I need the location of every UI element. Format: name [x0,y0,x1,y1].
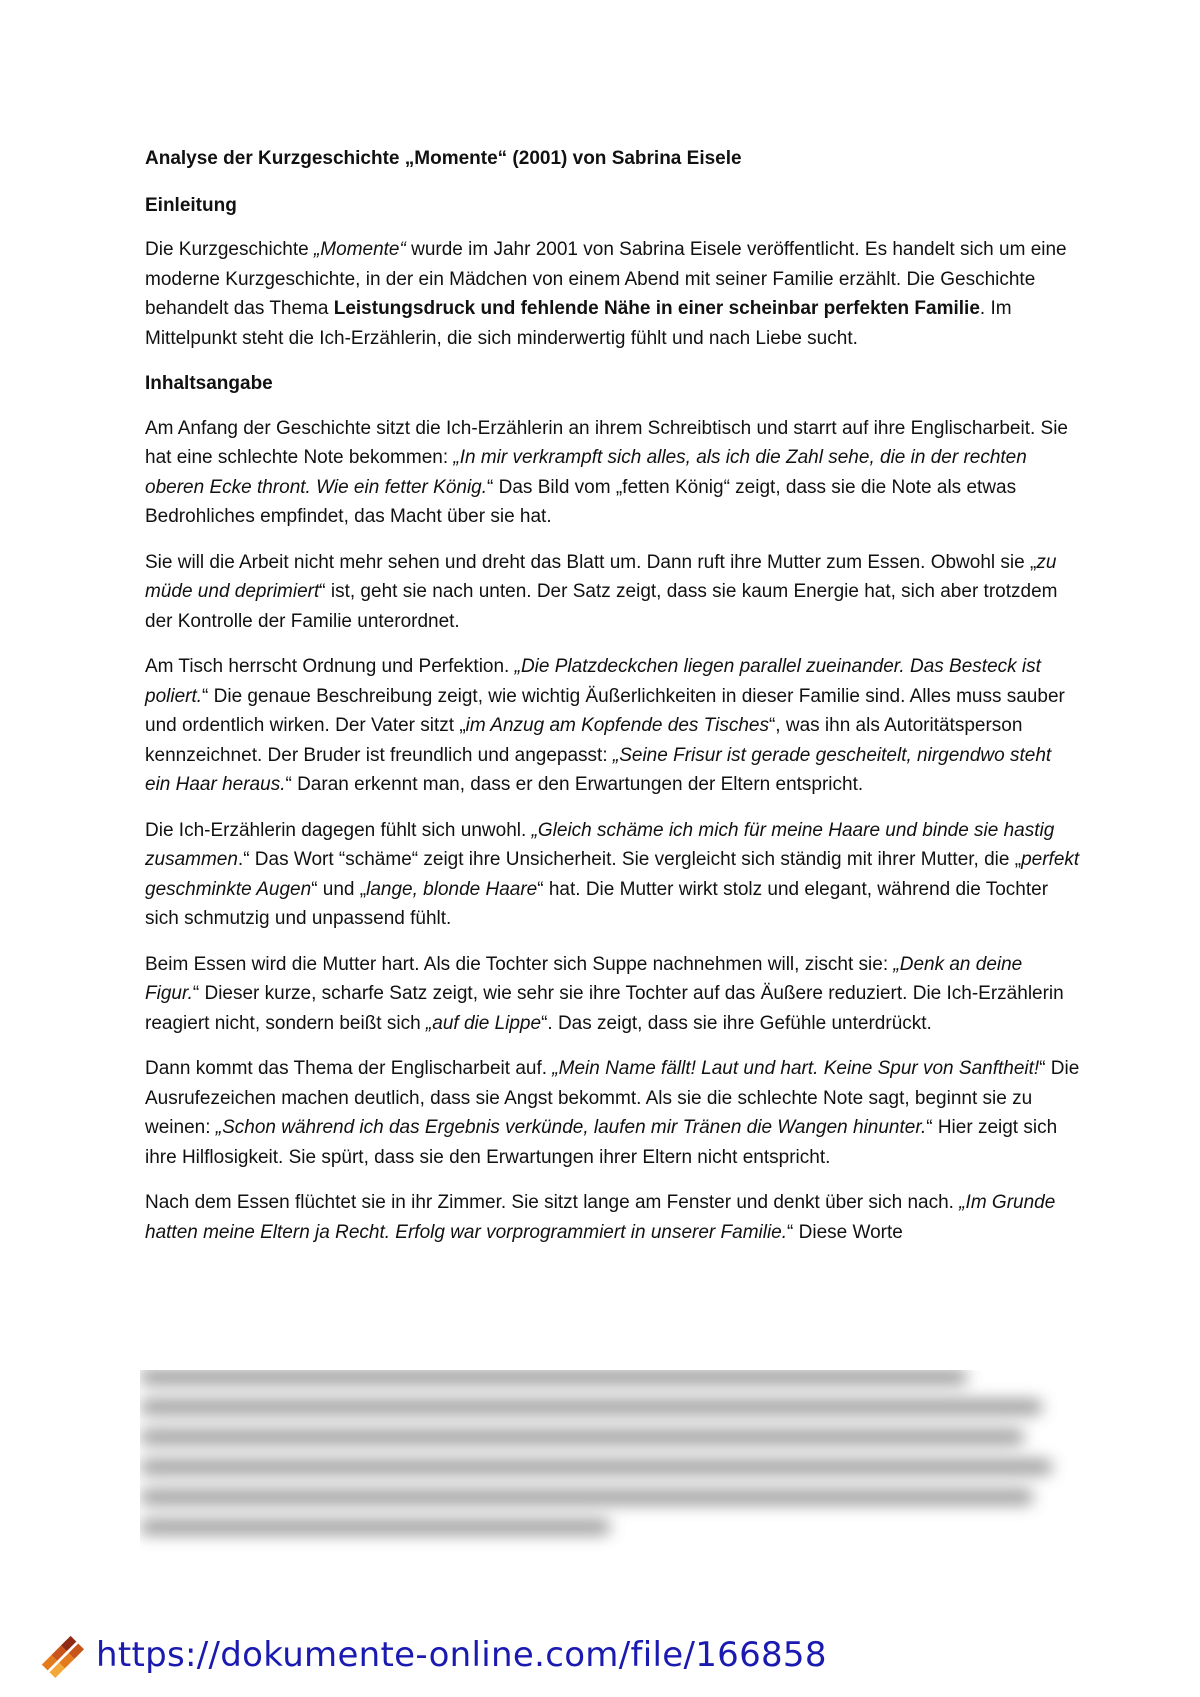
text-run: Am Tisch herrscht Ordnung und Perfektion. [145,656,515,677]
quote-italic: „Denk an deine Figur. [145,953,1023,1004]
text-run: “ Die genaue Beschreibung zeigt, wie wichtig Äußerlichkeiten in dieser Familie sind. Alles muss sauber und ordentlich wirken. Der Vater sitzt „ [145,685,1065,736]
text-run: “. Das zeigt, dass sie ihre Gefühle unterdrückt. [541,1012,932,1034]
text-run: Beim Essen wird die Mutter hart. Als die Tochter sich Suppe nachnehmen will, zischt sie: [145,953,894,975]
text-run: “ Daran erkennt man, dass er den Erwartungen der Eltern entspricht. [285,774,864,795]
paragraph [145,950,1080,1039]
quote-italic: „Im Grunde hatten meine Eltern ja Recht. Erfolg war vorprogrammiert in unserer Familie. [145,1192,1056,1243]
footer-link[interactable] [38,1632,827,1678]
paragraph [145,1188,1080,1247]
document-body [145,144,1080,1263]
text-run: Am Anfang der Geschichte sitzt die Ich-Erzählerin an ihrem Schreibtisch und starrt auf ihre Englischarbeit. Sie hat eine schlechte Note bekommen: [145,417,1068,468]
quote-italic: „In mir verkrampft sich alles, als ich die Zahl sehe, die in der rechten oberen Ecke thront. Wie ein fetter König. [145,447,1027,498]
document-sections [145,191,1080,1248]
paragraph [145,235,1080,353]
text-run: “ Dieser kurze, scharfe Satz zeigt, wie sehr sie ihre Tochter auf das Äußere reduziert. Die Ich-Erzählerin reagiert nicht, sondern beißt sich [145,983,1064,1034]
text-run: Dann kommt das Thema der Englischarbeit auf. [145,1058,553,1079]
dokumente-online-logo-icon [38,1632,84,1678]
quote-italic: im Anzug am Kopfende des Tisches [465,715,769,736]
text-run: “ Die Ausrufezeichen machen deutlich, dass sie Angst bekommt. Als sie die schlechte Note sagt, beginnt sie zu weinen: [145,1058,1080,1138]
text-run: “ Hier zeigt sich ihre Hilflosigkeit. Sie spürt, dass sie den Erwartungen ihrer Eltern nicht entspricht. [145,1117,1058,1168]
quote-italic: „Schon während ich das Ergebnis verkünde, laufen mir Tränen die Wangen hinunter. [215,1117,927,1138]
text-run: “ Diese Worte [787,1221,903,1243]
quote-italic: „Seine Frisur ist gerade gescheitelt, nirgendwo steht ein Haar heraus. [145,744,1052,795]
quote-italic: zu müde und deprimiert [145,551,1057,602]
document-title: Analyse der Kurzgeschichte „Momente“ (2001) von Sabrina Eisele [145,148,742,169]
quote-italic: „Mein Name fällt! Laut und hart. Keine Spur von Sanftheit! [552,1058,1040,1079]
section-heading: Einleitung [145,194,237,216]
text-run: Die Kurzgeschichte [145,239,314,260]
text-run: “ und „ [311,878,367,900]
text-run: “ Das Bild vom „fetten König“ zeigt, dass sie die Note als etwas Bedrohliches empfindet, das Macht über sie hat. [145,476,1017,527]
text-run: “, was ihn als Autoritätsperson kennzeichnet. Der Bruder ist freundlich und angepasst: [145,715,1023,766]
paragraph [145,414,1080,532]
text-run: Die Ich-Erzählerin dagegen fühlt sich unwohl. [145,819,532,841]
quote-italic: lange, blonde Haare [366,878,538,900]
quote-italic: „auf die Lippe [425,1012,542,1034]
paragraph [145,816,1080,934]
text-run: . Im Mittelpunkt steht die Ich-Erzählerin, die sich minderwertig fühlt und nach Liebe sucht. [145,298,1012,349]
text-run: “ hat. Die Mutter wirkt stolz und elegant, während die Tochter sich schmutzig und unpassend fühlt. [145,878,1049,929]
quote-italic: perfekt geschminkte Augen [145,849,1080,900]
quote-italic: „Die Platzdeckchen liegen parallel zueinander. Das Besteck ist poliert. [145,656,1041,707]
paragraph [145,652,1080,800]
blurred-preview-text [140,1370,1080,1580]
quote-italic: „Gleich schäme ich mich für meine Haare und binde sie hastig zusammen [145,819,1055,870]
text-run: wurde im Jahr 2001 von Sabrina Eisele veröffentlicht. Es handelt sich um eine moderne Kurzgeschichte, in der ein Mädchen von einem Abend mit seiner Familie erzählt. Die Geschichte behandelt das Thema [145,239,1067,319]
section-heading: Inhaltsangabe [145,373,273,394]
quote-italic: „Momente“ [313,239,406,260]
emphasis-bold: Leistungsdruck und fehlende Nähe in einer scheinbar perfekten Familie [333,298,980,319]
text-run: Nach dem Essen flüchtet sie in ihr Zimmer. Sie sitzt lange am Fenster und denkt über sich nach. [145,1192,960,1213]
text-run: “ ist, geht sie nach unten. Der Satz zeigt, dass sie kaum Energie hat, sich aber trotzdem der Kontrolle der Familie unterordnet. [145,581,1058,632]
text-run: .“ Das Wort “schäme“ zeigt ihre Unsicherheit. Sie vergleicht sich ständig mit ihrer Mutter, die „ [237,849,1022,870]
paragraph [145,548,1080,637]
footer-url-link[interactable]: https://dokumente-online.com/file/166858 [96,1635,827,1675]
text-run: Sie will die Arbeit nicht mehr sehen und dreht das Blatt um. Dann ruft ihre Mutter zum Essen. Obwohl sie „ [145,551,1037,573]
paragraph [145,1054,1080,1172]
